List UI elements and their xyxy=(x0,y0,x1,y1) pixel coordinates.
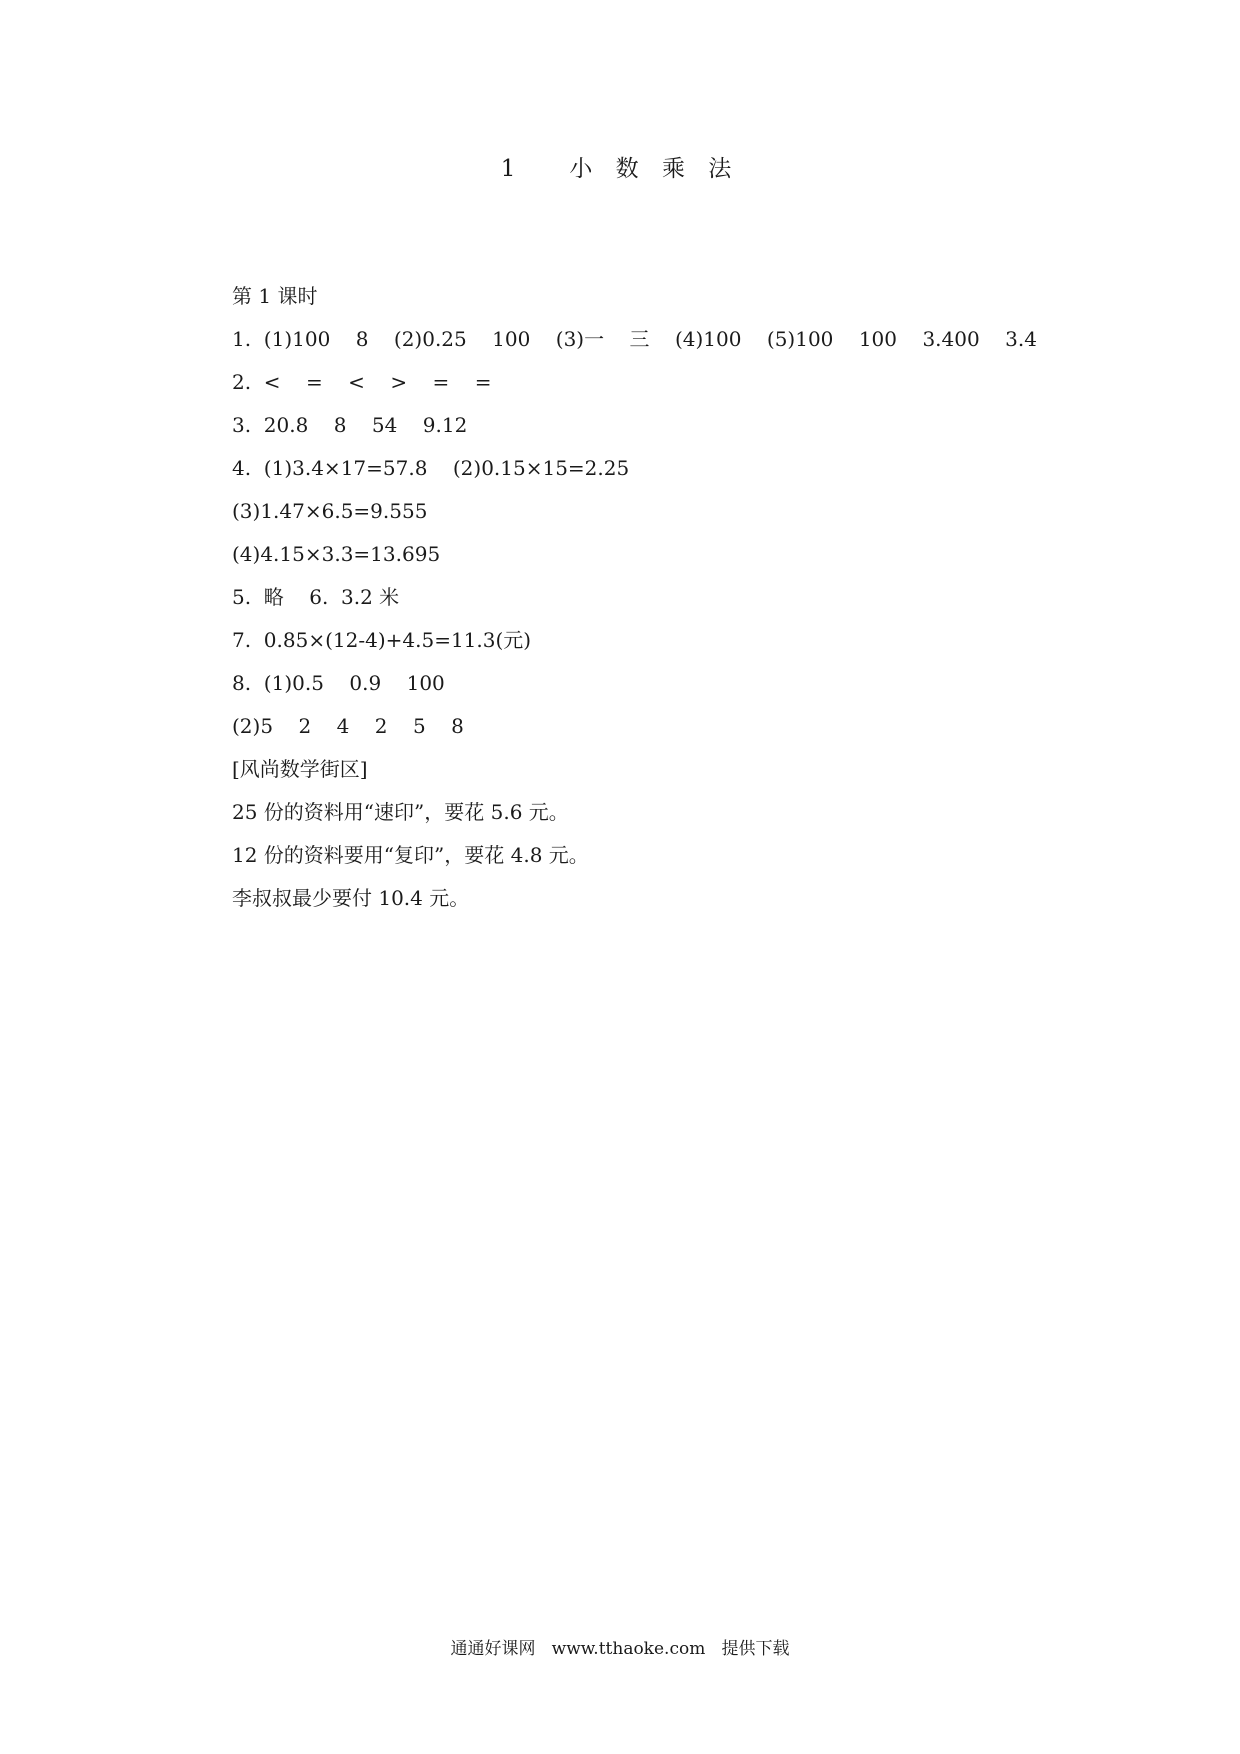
answer-line-5-6: 5. 略 6. 3.2 米 xyxy=(232,585,400,609)
answer-line-8-2: (2)5 2 4 2 5 8 xyxy=(232,714,464,738)
answer-line-3: 3. 20.8 8 54 9.12 xyxy=(232,413,468,437)
answer-line-4: 4. (1)3.4×17=57.8 (2)0.15×15=2.25 xyxy=(232,456,630,480)
page-title: 1 小 数 乘 法 xyxy=(500,156,740,182)
answer-line-4-4: (4)4.15×3.3=13.695 xyxy=(232,542,441,566)
answer-content xyxy=(232,275,1052,920)
answer-line-7: 7. 0.85×(12-4)+4.5=11.3(元) xyxy=(232,628,532,652)
answer-line-4-3: (3)1.47×6.5=9.555 xyxy=(232,499,428,523)
extra-line-2: 12 份的资料要用“复印”，要花 4.8 元。 xyxy=(232,843,589,867)
lesson-heading: 第 1 课时 xyxy=(232,284,318,308)
extra-line-1: 25 份的资料用“速印”，要花 5.6 元。 xyxy=(232,800,569,824)
section-heading: [风尚数学街区] xyxy=(232,757,368,781)
answer-line-2: 2. < = < > = = xyxy=(232,370,492,394)
answer-line-1: 1. (1)100 8 (2)0.25 100 (3)一 三 (4)100 (5)100 100 3.400 3.4 xyxy=(232,327,1037,351)
extra-line-3: 李叔叔最少要付 10.4 元。 xyxy=(232,886,470,910)
footer-credit: 通通好课网 www.tthaoke.com 提供下载 xyxy=(450,1639,790,1659)
answer-line-8: 8. (1)0.5 0.9 100 xyxy=(232,671,445,695)
